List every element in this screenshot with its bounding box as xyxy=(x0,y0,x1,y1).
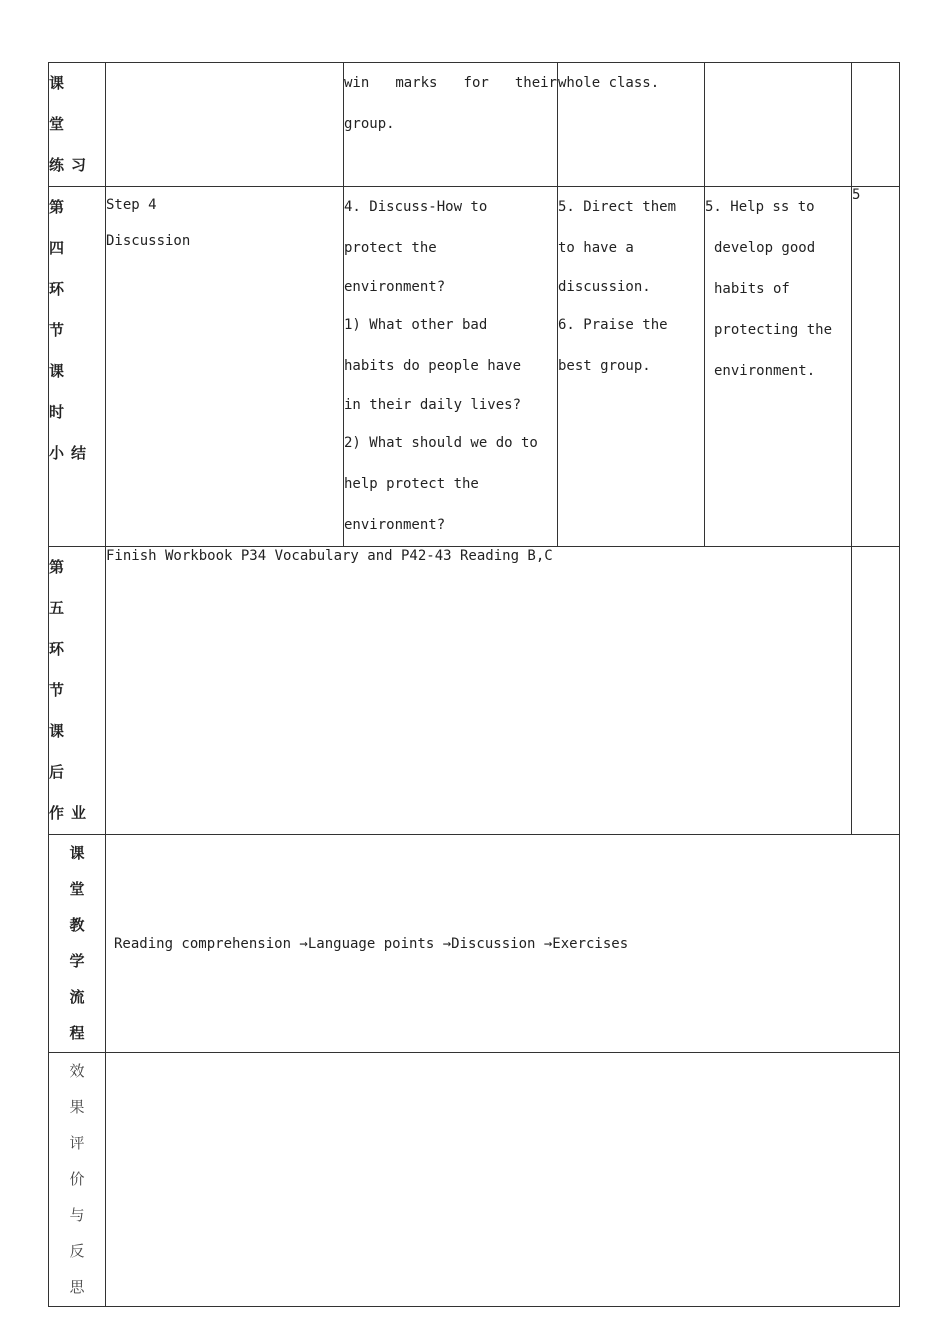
justified-word: for xyxy=(463,75,489,91)
purpose-cell xyxy=(705,63,852,187)
row-classroom-practice xyxy=(49,63,900,187)
time-cell xyxy=(852,547,900,835)
teacher-activity-cell: 5. Direct them to have a discussion. 6. Praise the best group. xyxy=(558,187,705,547)
justified-word: win xyxy=(344,75,370,91)
student-activity-cell: win marks for their group. xyxy=(344,63,558,187)
row-reflection xyxy=(49,1053,900,1307)
purpose-cell: 5. Help ss to develop good habits of protecting the environment. xyxy=(705,187,852,547)
row-teaching-flow xyxy=(49,835,900,1053)
row-header: 课 堂 教 学 流 程 xyxy=(49,835,106,1053)
justified-words xyxy=(344,63,557,104)
row-header: 第 五 环 节 课 后 作业 xyxy=(49,547,106,835)
row-header: 效 果 评 价 与 反 思 xyxy=(49,1053,106,1307)
row-header: 课 堂 练习 xyxy=(49,63,106,187)
justified-word: their xyxy=(514,75,557,91)
step-cell xyxy=(106,63,344,187)
teaching-flow-content: Reading comprehension →Language points →Discussion →Exercises xyxy=(106,835,900,1053)
homework-content: Finish Workbook P34 Vocabulary and P42-43 Reading B,C xyxy=(106,547,852,835)
time-cell: 5 xyxy=(852,187,900,547)
lesson-plan-table xyxy=(48,62,900,1307)
justified-line xyxy=(344,63,557,104)
time-cell xyxy=(852,63,900,187)
teacher-activity-cell: whole class. xyxy=(558,63,705,187)
reflection-content xyxy=(106,1053,900,1307)
justified-word: marks xyxy=(395,75,438,91)
row-summary xyxy=(49,187,900,547)
row-homework xyxy=(49,547,900,835)
student-activity-cell: 4. Discuss-How to protect the environment? 1) What other bad habits do people have in their daily lives? 2) What should we do to help protect the environment? xyxy=(344,187,558,547)
row-header: 第 四 环 节 课 时 小结 xyxy=(49,187,106,547)
step-cell: Step 4 Discussion xyxy=(106,187,344,547)
